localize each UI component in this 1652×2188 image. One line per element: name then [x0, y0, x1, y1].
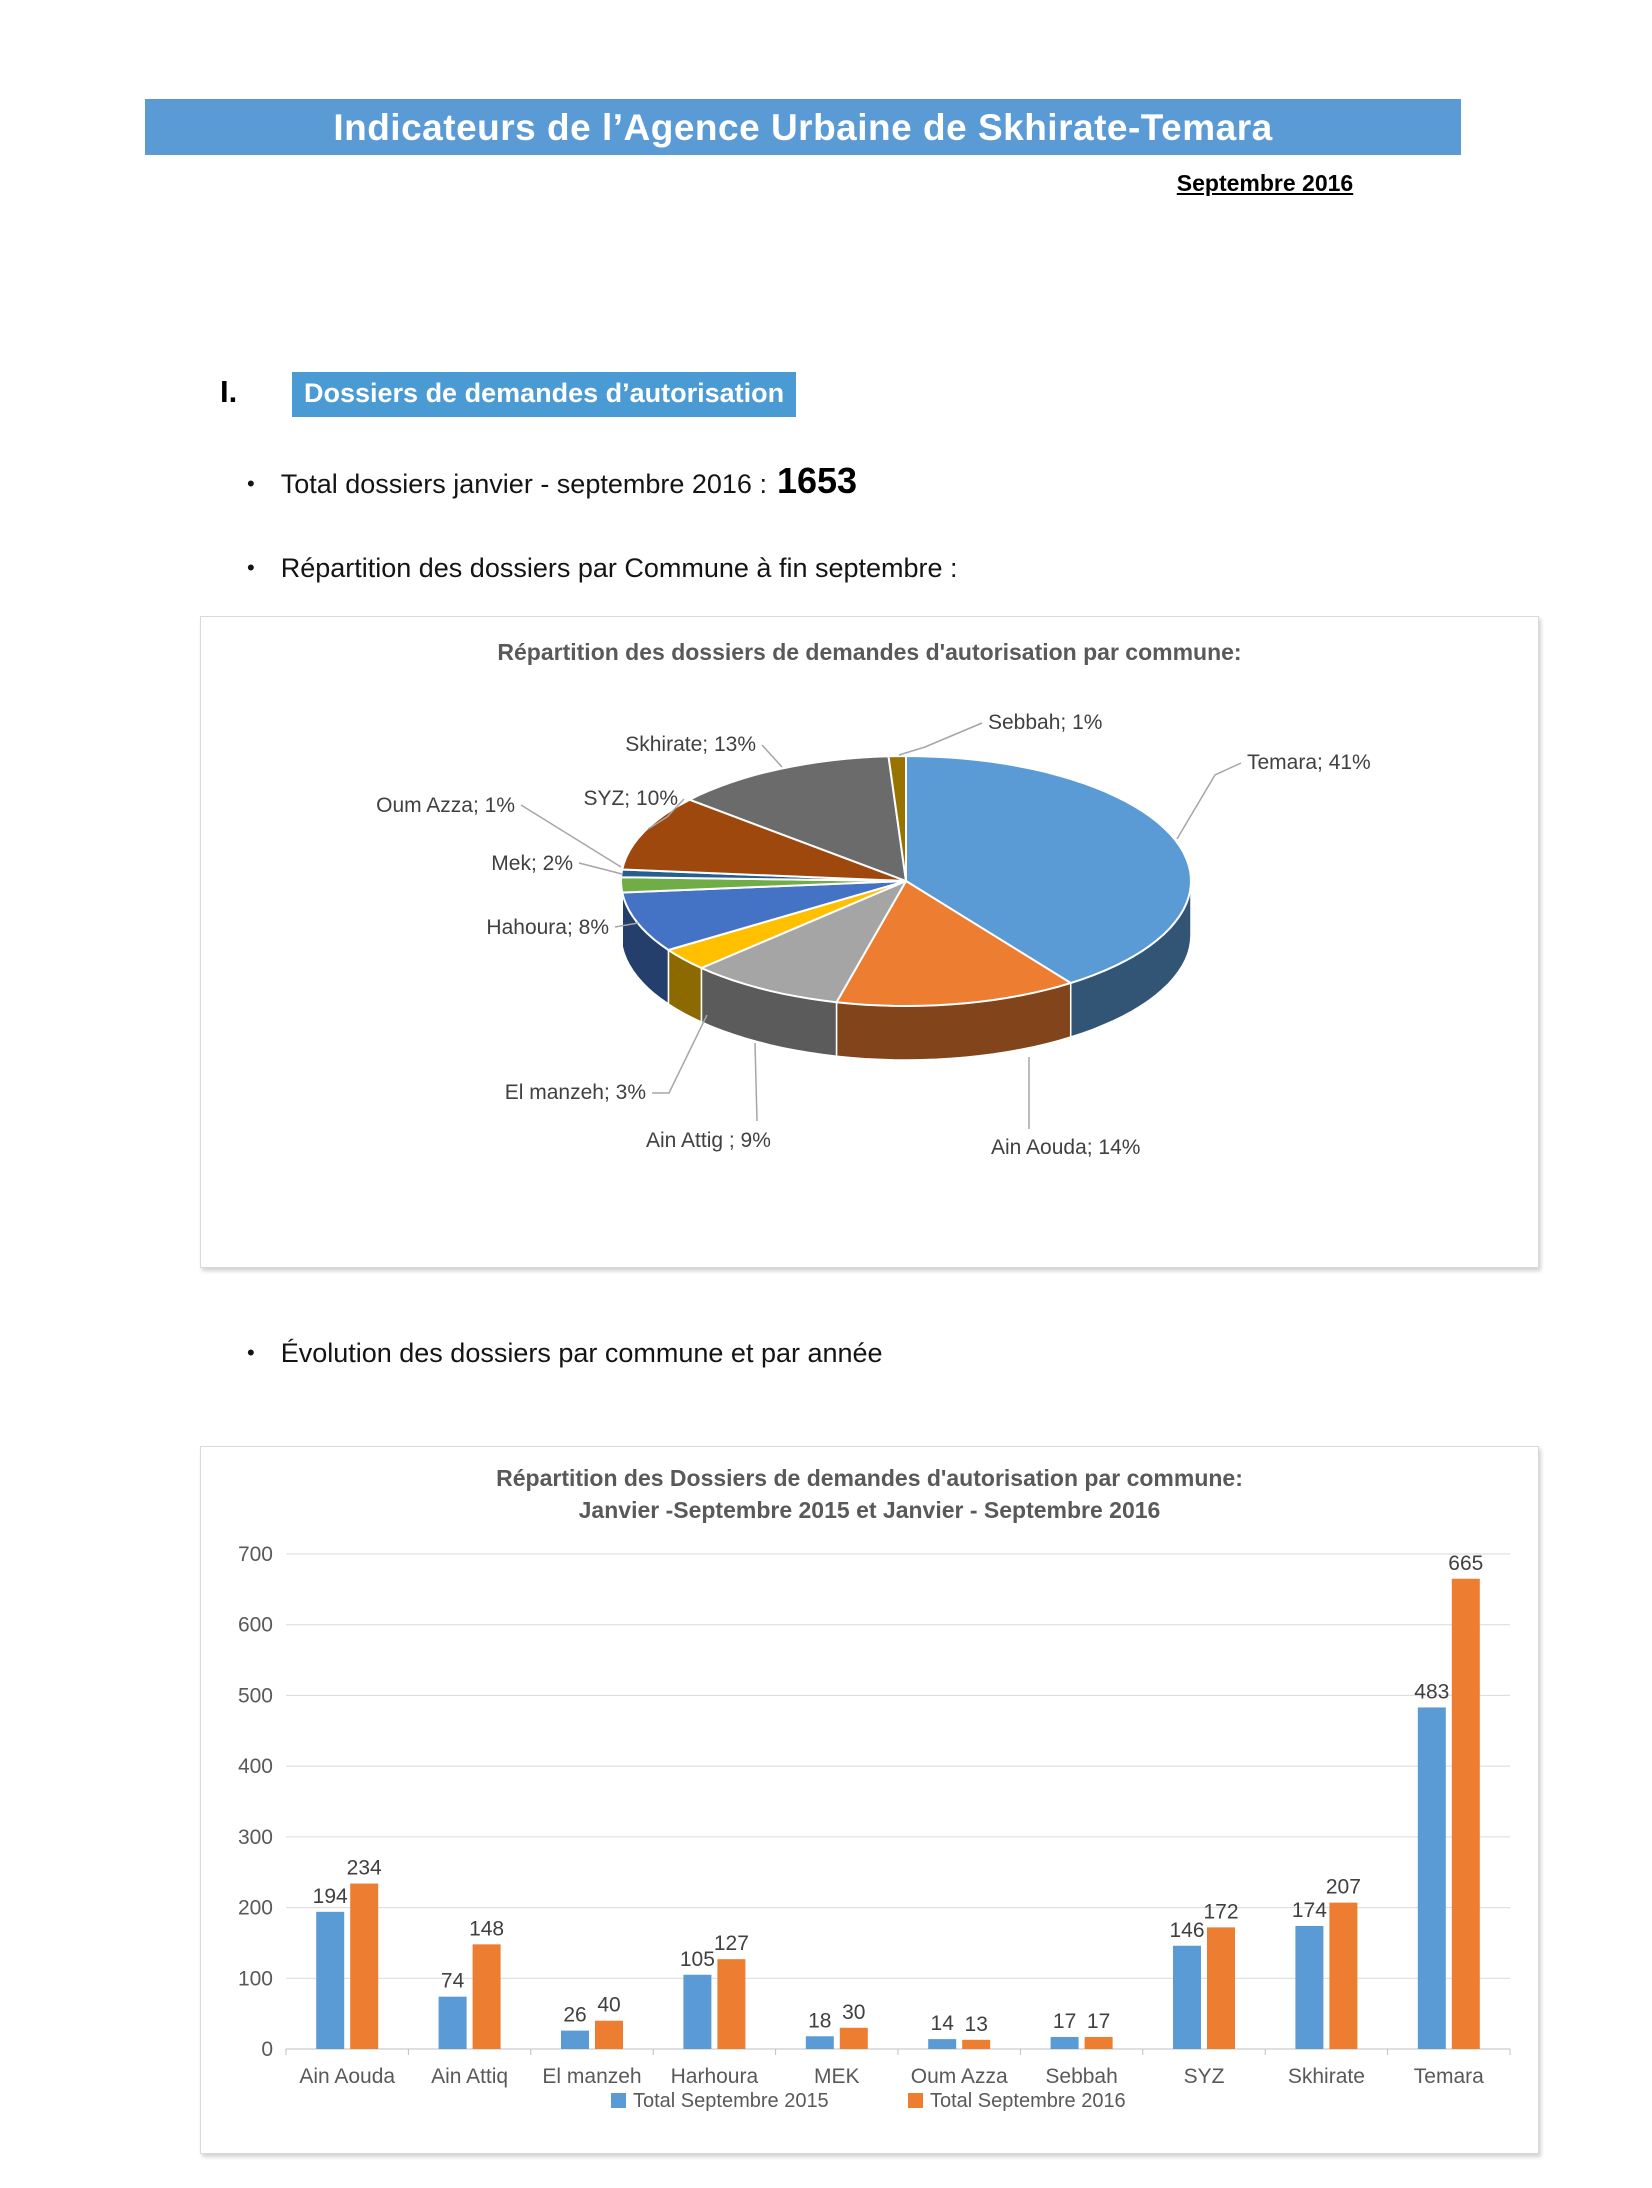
bar-total-septembre-2015-skhirate — [1295, 1926, 1323, 2049]
x-category-label-ain-attiq: Ain Attiq — [431, 2065, 509, 2088]
y-tick-label-0: 0 — [261, 2038, 273, 2061]
legend-label-2015: Total Septembre 2015 — [633, 2090, 829, 2112]
pie-label-hahoura: Hahoura; 8% — [486, 916, 609, 939]
bar-value-label: 13 — [964, 2012, 988, 2036]
bullet-icon: • — [247, 555, 255, 580]
bar-total-septembre-2015-oum-azza — [928, 2039, 956, 2049]
bar-total-septembre-2016-temara — [1452, 1579, 1480, 2049]
total-dossiers-label: Total dossiers janvier - septembre 2016 : 1653 — [280, 460, 858, 501]
bar-value-label: 17 — [1086, 2009, 1111, 2033]
pie-label-ain-aouda: Ain Aouda; 14% — [991, 1136, 1141, 1159]
bar-chart-title-line2: Janvier -Septembre 2015 et Janvier - Septembre 2016 — [578, 1497, 1161, 1523]
bar-total-septembre-2015-harhoura — [683, 1975, 711, 2049]
x-category-label-temara: Temara — [1413, 2065, 1484, 2088]
bar-total-septembre-2016-ain-aouda — [350, 1884, 378, 2049]
bar-total-septembre-2015-sebbah — [1051, 2037, 1079, 2049]
pie-label-temara: Temara; 41% — [1247, 751, 1371, 774]
y-tick-label-100: 100 — [237, 1967, 273, 1991]
bar-value-label: 234 — [346, 1856, 382, 1880]
page-title: Indicateurs de l’Agence Urbaine de Skhirate-Temara — [333, 107, 1273, 148]
x-category-label-oum-azza: Oum Azza — [910, 2065, 1008, 2088]
x-category-label-el-manzeh: El manzeh — [542, 2065, 642, 2088]
pie-leader-line-sebbah — [899, 723, 982, 755]
bar-value-label: 146 — [1169, 1918, 1205, 1942]
pie-label-syz: SYZ; 10% — [583, 787, 678, 810]
pie-label-mek: Mek; 2% — [491, 852, 573, 875]
bar-value-label: 18 — [808, 2009, 832, 2033]
total-dossiers-value: 1653 — [776, 460, 858, 501]
pie-label-sebbah: Sebbah; 1% — [988, 711, 1103, 734]
pie-chart-title: Répartition des dossiers de demandes d'autorisation par commune: — [497, 639, 1242, 665]
x-category-label-syz: SYZ — [1183, 2065, 1225, 2088]
bar-total-septembre-2016-skhirate — [1329, 1903, 1357, 2049]
bar-value-label: 172 — [1203, 1900, 1239, 1924]
bar-value-label: 17 — [1052, 2009, 1077, 2033]
pie-leader-line-skhirate — [762, 745, 782, 767]
y-tick-label-600: 600 — [237, 1613, 273, 1637]
bar-value-label: 30 — [842, 2000, 866, 2024]
bar-total-septembre-2015-temara — [1418, 1707, 1446, 2049]
bullet-total-dossiers — [247, 460, 857, 502]
bar-total-septembre-2015-ain-attiq — [439, 1997, 467, 2049]
pie-leader-line-temara — [1177, 763, 1241, 839]
bar-chart-title-line1: Répartition des Dossiers de demandes d'autorisation par commune: — [496, 1465, 1243, 1491]
bullet-evolution — [247, 1338, 883, 1369]
x-category-label-skhirate: Skhirate — [1287, 2065, 1365, 2088]
pie-label-ain-attig: Ain Attig ; 9% — [646, 1129, 771, 1152]
pie-leader-line-el-manzeh — [652, 1015, 707, 1093]
bar-total-septembre-2016-mek — [840, 2028, 868, 2049]
bar-chart — [201, 1447, 1538, 2153]
y-tick-label-500: 500 — [237, 1684, 273, 1708]
x-category-label-sebbah: Sebbah — [1045, 2065, 1118, 2088]
bar-value-label: 127 — [713, 1932, 749, 1956]
bar-value-label: 40 — [597, 1993, 621, 2017]
bar-value-label: 174 — [1291, 1898, 1327, 1922]
bullet-repartition — [247, 553, 958, 584]
bar-value-label: 207 — [1325, 1875, 1361, 1899]
bullet-icon: • — [247, 1340, 255, 1365]
x-category-label-harhoura: Harhoura — [670, 2065, 759, 2088]
section-numeral: I. — [220, 374, 238, 409]
bar-value-label: 665 — [1448, 1551, 1484, 1575]
y-tick-label-300: 300 — [237, 1825, 273, 1849]
bar-value-label: 26 — [563, 2003, 587, 2027]
pie-label-el-manzeh: El manzeh; 3% — [504, 1081, 646, 1104]
x-category-label-ain-aouda: Ain Aouda — [299, 2065, 396, 2088]
y-tick-label-400: 400 — [237, 1755, 273, 1779]
bar-value-label: 483 — [1414, 1680, 1450, 1704]
page-title-banner — [145, 99, 1461, 155]
bullet-icon: • — [247, 471, 255, 496]
bar-total-septembre-2016-sebbah — [1085, 2037, 1113, 2049]
y-tick-label-700: 700 — [237, 1543, 273, 1566]
bar-value-label: 148 — [469, 1917, 505, 1941]
bar-total-septembre-2016-harhoura — [717, 1959, 745, 2049]
bar-value-label: 105 — [679, 1947, 715, 1971]
document-date: Septembre 2016 — [1176, 170, 1354, 196]
bar-total-septembre-2015-el-manzeh — [561, 2031, 589, 2049]
bar-total-septembre-2016-oum-azza — [962, 2040, 990, 2049]
legend-swatch-2015 — [611, 2093, 626, 2108]
pie-chart-box — [200, 616, 1539, 1268]
bar-total-septembre-2016-syz — [1207, 1927, 1235, 2049]
section-heading: Dossiers de demandes d’autorisation — [292, 372, 796, 417]
bar-total-septembre-2015-ain-aouda — [316, 1912, 344, 2049]
bar-total-septembre-2015-syz — [1173, 1946, 1201, 2049]
x-category-label-mek: MEK — [814, 2065, 860, 2088]
legend-label-2016: Total Septembre 2016 — [930, 2090, 1126, 2112]
bar-chart-box — [200, 1446, 1539, 2154]
bar-total-septembre-2015-mek — [806, 2036, 834, 2049]
bar-total-septembre-2016-ain-attiq — [473, 1944, 501, 2049]
y-tick-label-200: 200 — [237, 1896, 273, 1920]
bar-value-label: 14 — [930, 2012, 954, 2036]
pie-chart — [201, 617, 1538, 1267]
legend-swatch-2016 — [908, 2093, 923, 2108]
bar-total-septembre-2016-el-manzeh — [595, 2021, 623, 2049]
pie-label-skhirate: Skhirate; 13% — [625, 733, 756, 756]
pie-label-oum-azza: Oum Azza; 1% — [376, 794, 515, 817]
repartition-label: Répartition des dossiers par Commune à fin septembre : — [280, 553, 958, 583]
pie-leader-line-mek — [579, 863, 622, 874]
pie-leader-line-ain-attig — [755, 1043, 757, 1121]
bar-value-label: 74 — [440, 1969, 465, 1993]
evolution-label: Évolution des dossiers par commune et par année — [280, 1338, 883, 1368]
bar-value-label: 194 — [312, 1884, 348, 1908]
